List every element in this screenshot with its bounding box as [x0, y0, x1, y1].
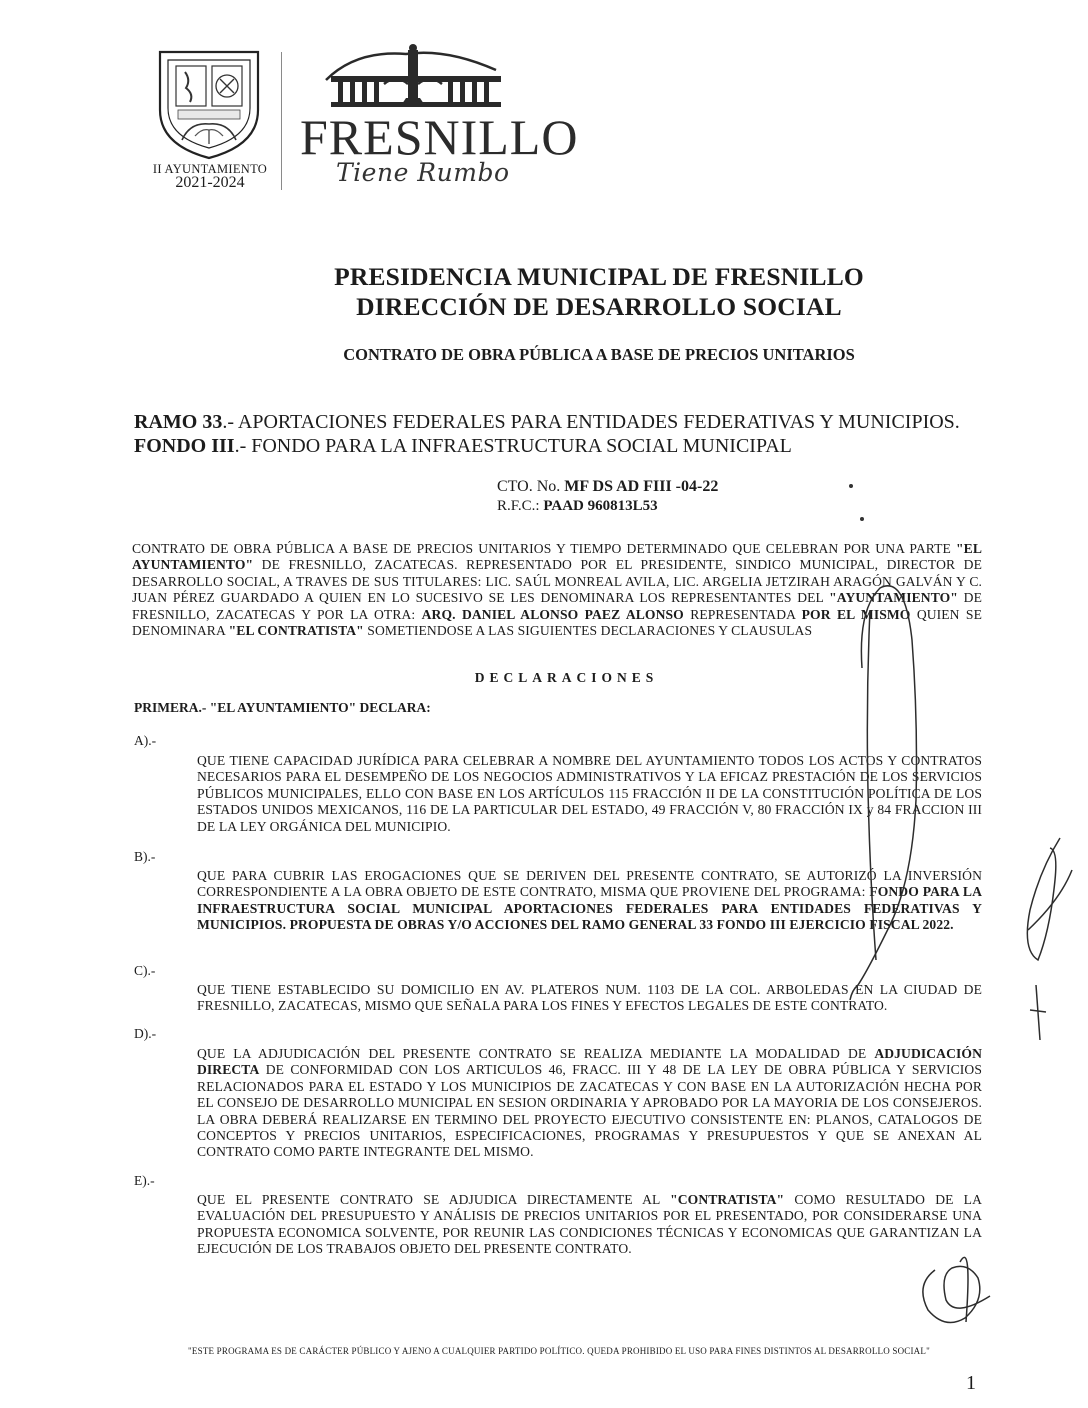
item-text: QUE TIENE ESTABLECIDO SU DOMICILIO EN AV. PLATEROS NUM. 1103 DE LA COL. ARBOLEDAS EN LA CIUDAD DE FRESNILLO, ZACATECAS, MISMO QUE SEÑALA PARA LOS FINES Y EFECTOS LEGALES DE ESTE CONTRATO.	[197, 982, 982, 1014]
declaration-item-a	[197, 753, 982, 835]
item-text: QUE LA ADJUDICACIÓN DEL PRESENTE CONTRATO SE REALIZA MEDIANTE LA MODALIDAD DE	[197, 1046, 875, 1061]
item-text: QUE PARA CUBRIR LAS EROGACIONES QUE SE DERIVEN DEL PRESENTE CONTRATO, SE AUTORIZÓ LA INVERSIÓN CORRESPONDIENTE A LA OBRA OBJETO DE ESTE CONTRATO, MISMA QUE PROVIENE DEL PROGRAMA:	[197, 868, 982, 900]
intro-text: DE FRESNILLO, ZACATECAS. REPRESENTADO POR EL PRESIDENTE, SINDICO MUNICIPAL, DIRECTOR DE DESARROLLO SOCIAL, A TRAVES DE SUS TITULARES: LIC. SAÚL MONREAL AVILA, LIC. ARGELIA JETZIRAH ARAGÓN GALVÁN Y C. JUAN PÉREZ GUARDADO A QUIEN EN LO SUCESIVO SE LES DENOMINARA LOS REPRESENTANTES DEL	[132, 557, 982, 606]
item-mark-d: D).-	[134, 1026, 157, 1041]
brand-slogan: Tiene Rumbo	[336, 158, 510, 187]
intro-paragraph	[132, 541, 982, 639]
footer-disclaimer: "ESTE PROGRAMA ES DE CARÁCTER PÚBLICO Y AJENO A CUALQUIER PARTIDO POLÍTICO. QUEDA PROHIBIDO EL USO PARA FINES DISTINTOS AL DESARROLLO SOCIAL"	[188, 1346, 930, 1356]
declaration-item-b	[197, 868, 982, 934]
intro-bold: "AYUNTAMIENTO"	[829, 590, 958, 606]
ramo-text: .- APORTACIONES FEDERALES PARA ENTIDADES FEDERATIVAS Y MUNICIPIOS.	[222, 411, 960, 433]
item-text: QUE EL PRESENTE CONTRATO SE ADJUDICA DIRECTAMENTE AL	[197, 1192, 671, 1207]
intro-text: CONTRATO DE OBRA PÚBLICA A BASE DE PRECIOS UNITARIOS Y TIEMPO DETERMINADO QUE CELEBRAN POR UNA PARTE	[132, 541, 957, 556]
declaration-item-c	[197, 982, 982, 1015]
cto-value: MF DS AD FIII -04-22	[564, 478, 719, 495]
intro-bold: ARQ. DANIEL ALONSO PAEZ ALONSO	[421, 606, 684, 622]
page-number: 1	[966, 1372, 976, 1394]
item-text: DE CONFORMIDAD CON LOS ARTICULOS 46, FRACC. III Y 48 DE LA LEY DE OBRA PÚBLICA Y SERVICIOS RELACIONADOS PARA EL ESTADO Y LOS MUNICIPIOS DE ZACATECAS Y CON BASE EN LA AUTORIZACIÓN HECHA POR EL CONSEJO DE DESARROLLO MUNICIPAL EN SESION ORDINARIA Y APROBADO POR LA MAYORIA DE LOS CONSEJEROS. LA OBRA DEBERÁ REALIZARSE EN TERMINO DEL PROYECTO EJECUTIVO CONSISTENTE EN: PLANOS, CATALOGOS DE CONCEPTOS Y PRECIOS UNITARIOS, ESPECIFICACIONES, PROGRAMAS Y PRESUPUESTOS Y QUE SE ANEXAN AL CONTRATO COMO PARTE INTEGRANTE DEL MISMO.	[197, 1062, 982, 1160]
item-mark-e: E).-	[134, 1173, 155, 1188]
declaration-item-d	[197, 1046, 982, 1161]
intro-text: SOMETIENDOSE A LAS SIGUIENTES DECLARACIONES Y CLAUSULAS	[363, 623, 813, 639]
item-bold: ADJUDICACIÓN DIRECTA	[197, 1046, 982, 1078]
item-mark-c: C).-	[134, 963, 156, 978]
brand-name: FRESNILLO	[300, 109, 579, 165]
ramo-line	[134, 411, 960, 434]
item-text: COMO RESULTADO DE LA EVALUACIÓN DEL PRESUPUESTO Y ANÁLISIS DE PRECIOS UNITARIOS POR EL PRESENTADO, POR CONSIDERARSE UNA PROPUESTA ECONOMICA SOLVENTE, POR REUNIR LAS CONDICIONES TÉCNICAS Y ECONOMICAS QUE GARANTIZAN LA EJECUCIÓN DE LOS TRABAJOS OBJETO DEL PRESENTE CONTRATO.	[197, 1192, 982, 1257]
document-title-line-2: DIRECCIÓN DE DESARROLLO SOCIAL	[356, 292, 842, 321]
period-label: 2021-2024	[175, 174, 245, 191]
item-mark-b: B).-	[134, 849, 156, 864]
coat-of-arms-icon	[150, 40, 268, 162]
rfc-value: PAAD 960813L53	[543, 498, 658, 514]
rfc-line	[497, 498, 658, 515]
brand-logo	[296, 40, 579, 190]
intro-text: REPRESENTADA	[683, 606, 802, 622]
first-declaration-heading: PRIMERA.- "EL AYUNTAMIENTO" DECLARA:	[134, 700, 431, 715]
intro-text: DE FRESNILLO, ZACATECAS Y POR LA OTRA:	[132, 590, 982, 622]
item-bold: "CONTRATISTA"	[670, 1192, 785, 1207]
rfc-label: R.F.C.:	[497, 498, 544, 514]
item-text: QUE TIENE CAPACIDAD JURÍDICA PARA CELEBRAR A NOMBRE DEL AYUNTAMIENTO TODOS LOS ACTOS Y CONTRATOS NECESARIOS PARA EL DESEMPEÑO DE LOS NEGOCIOS ADMINISTRATIVOS Y LA EFICAZ PRESTACIÓN DE LOS SERVICIOS PÚBLICOS MUNICIPALES, ELLO CON BASE EN LOS ARTÍCULOS 115 FRACCIÓN II DE LA CONSTITUCIÓN POLÍTICA DE LOS ESTADOS UNIDOS MEXICANOS, 116 DE LA PARTICULAR DEL ESTADO, 49 FRACCIÓN V, 80 FRACCIÓN IX y 84 FRACCION III DE LA LEY ORGÁNICA DEL MUNICIPIO.	[197, 753, 982, 834]
ayuntamiento-label: II AYUNTAMIENTO	[152, 162, 268, 176]
fondo-line	[134, 435, 792, 458]
document-title-line-1: PRESIDENCIA MUNICIPAL DE FRESNILLO	[334, 262, 864, 291]
intro-text: QUIEN SE DENOMINARA	[132, 606, 982, 639]
intro-bold: POR EL MISMO	[801, 606, 911, 622]
fresnillo-monument-logo-icon	[296, 40, 546, 110]
item-mark-a: A).-	[134, 733, 157, 748]
intro-bold: "EL CONTRATISTA"	[228, 623, 364, 639]
intro-bold: "EL AYUNTAMIENTO"	[132, 541, 982, 573]
cto-label: CTO. No.	[497, 478, 565, 495]
ramo-label: RAMO 33	[134, 411, 223, 433]
item-bold: FONDO PARA LA INFRAESTRUCTURA SOCIAL MUNICIPAL APORTACIONES FEDERALES PARA ENTIDADES FEDERATIVAS Y MUNICIPIOS. PROPUESTA DE OBRAS Y/O ACCIONES DEL RAMO GENERAL 33 FONDO III EJERCICIO FISCAL 2022.	[197, 884, 982, 933]
declaration-item-e	[197, 1192, 982, 1258]
contract-type-heading: CONTRATO DE OBRA PÚBLICA A BASE DE PRECIOS UNITARIOS	[343, 345, 855, 364]
fondo-text: .- FONDO PARA LA INFRAESTRUCTURA SOCIAL MUNICIPAL	[234, 435, 792, 457]
declarations-heading: DECLARACIONES	[474, 670, 659, 685]
contract-number	[497, 478, 718, 496]
fondo-label: FONDO III	[134, 435, 235, 457]
municipal-seal	[150, 40, 268, 190]
header-divider	[281, 52, 282, 190]
